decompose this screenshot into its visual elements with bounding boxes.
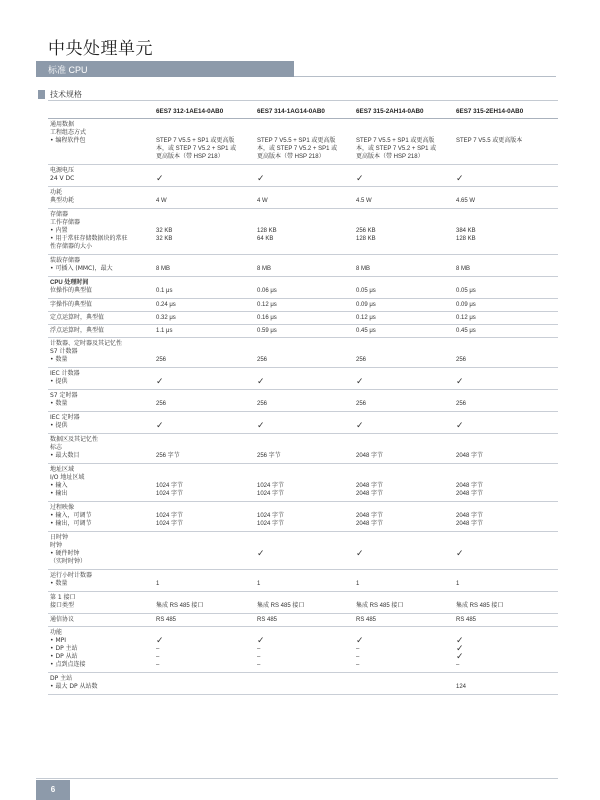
table-row <box>48 211 558 219</box>
spec-group <box>48 119 558 165</box>
table-row <box>48 534 558 542</box>
table-cell: 更高版本（带 HSP 218） <box>257 154 325 160</box>
check-icon: ✓ <box>156 421 164 431</box>
section-title: 技术规格 <box>50 90 82 99</box>
table-row <box>48 683 558 691</box>
banner-divider <box>294 76 556 77</box>
row-label: • 输入，可调节 <box>50 512 92 519</box>
table-cell: RS 485 <box>456 617 477 623</box>
category-banner <box>36 61 294 77</box>
column-header: 6ES7 312-1AE14-0AB0 <box>156 108 224 115</box>
table-row <box>48 129 558 137</box>
table-cell: 256 字节 <box>257 453 281 459</box>
table-row <box>48 444 558 452</box>
spec-group <box>48 570 558 592</box>
table-cell: 8 MB <box>156 266 171 272</box>
banner-label: 标准 CPU <box>48 65 88 75</box>
check-icon: ✓ <box>456 636 464 646</box>
table-cell: 2048 字节 <box>356 491 384 497</box>
row-label: • MPI <box>50 637 67 644</box>
table-cell: 0.05 μs <box>456 288 476 294</box>
table-cell: 0.24 μs <box>156 302 176 308</box>
table-cell: 1 <box>257 581 261 587</box>
spec-group <box>48 165 558 187</box>
table-row <box>48 301 558 309</box>
page-title: 中央处理单元 <box>48 39 153 59</box>
table-row <box>48 279 558 287</box>
table-row <box>48 629 558 637</box>
table-cell: 本，或 STEP 7 V5.2 + SP1 或 <box>257 146 338 152</box>
table-cell: 0.09 μs <box>456 302 476 308</box>
table-row <box>48 594 558 602</box>
table-row <box>48 235 558 243</box>
table-cell: 1024 字节 <box>156 491 184 497</box>
table-cell: 4 W <box>156 198 167 204</box>
section-header <box>38 89 558 101</box>
table-cell: 集成 RS 485 接口 <box>356 603 404 609</box>
table-cell: – <box>257 646 261 652</box>
table-cell: 128 KB <box>257 228 277 234</box>
table-row <box>48 653 558 661</box>
table-cell: 2048 字节 <box>356 483 384 489</box>
table-row <box>48 219 558 227</box>
row-label: 位操作的典型值 <box>50 287 93 294</box>
column-header: 6ES7 314-1AG14-0AB0 <box>257 108 325 115</box>
table-row <box>48 414 558 422</box>
table-cell: – <box>356 646 360 652</box>
table-row <box>48 580 558 588</box>
row-label: • 可插入 (MMC)，最大 <box>50 265 113 272</box>
table-cell: 4.65 W <box>456 198 476 204</box>
table-row <box>48 661 558 669</box>
table-cell: 256 <box>257 401 268 407</box>
table-row <box>48 327 558 335</box>
table-cell: 更高版本（带 HSP 218） <box>156 154 224 160</box>
table-cell: 1024 字节 <box>257 521 285 527</box>
table-cell: 128 KB <box>356 236 376 242</box>
row-label: 存储器 <box>50 211 69 218</box>
table-cell: – <box>156 646 160 652</box>
table-row <box>48 356 558 364</box>
table-cell: 2048 字节 <box>456 491 484 497</box>
row-label: 装载存储器 <box>50 257 81 264</box>
check-icon: ✓ <box>356 174 364 184</box>
check-icon: ✓ <box>156 636 164 646</box>
row-label: • 硬件时钟 <box>50 550 80 557</box>
table-cell: 2048 字节 <box>356 521 384 527</box>
table-row <box>48 474 558 482</box>
table-cell: 2048 字节 <box>456 513 484 519</box>
row-label: 接口类型 <box>50 602 75 609</box>
table-cell: 本，或 STEP 7 V5.2 + SP1 或 <box>356 146 437 152</box>
row-label: • 最大 DP 从站数 <box>50 683 98 690</box>
row-label: 电源电压 <box>50 167 75 174</box>
table-row <box>48 452 558 460</box>
page-number: 6 <box>50 785 56 794</box>
column-header: 6ES7 315-2EH14-0AB0 <box>456 108 524 115</box>
table-row <box>48 675 558 683</box>
table-body <box>48 119 558 695</box>
row-label: 24 V DC <box>50 175 75 182</box>
table-cell: 0.12 μs <box>257 302 277 308</box>
table-cell: 256 <box>257 357 268 363</box>
row-label: 日时钟 <box>50 534 69 541</box>
table-row <box>48 314 558 322</box>
spec-group <box>48 464 558 502</box>
spec-group <box>48 299 558 312</box>
table-cell: 集成 RS 485 接口 <box>456 603 504 609</box>
table-cell: 8 MB <box>456 266 471 272</box>
table-cell: RS 485 <box>257 617 278 623</box>
table-cell: 0.1 μs <box>156 288 173 294</box>
footer-divider <box>36 778 558 779</box>
section-marker <box>38 90 45 99</box>
row-label: • 数量 <box>50 356 68 363</box>
check-icon: ✓ <box>356 549 364 559</box>
check-icon: ✓ <box>356 377 364 387</box>
table-cell: 1024 字节 <box>257 513 285 519</box>
table-cell: 1024 字节 <box>156 483 184 489</box>
table-row <box>48 121 558 129</box>
column-header: 6ES7 315-2AH14-0AB0 <box>356 108 424 115</box>
table-cell: 124 <box>456 684 467 690</box>
spec-group <box>48 255 558 277</box>
table-cell: – <box>356 662 360 668</box>
spec-group <box>48 312 558 325</box>
check-icon: ✓ <box>356 421 364 431</box>
table-cell: 8 MB <box>257 266 272 272</box>
row-label: 工作存储器 <box>50 219 81 226</box>
table-cell: 1024 字节 <box>257 491 285 497</box>
row-label: • 提供 <box>50 378 68 385</box>
table-row <box>48 542 558 550</box>
check-icon: ✓ <box>456 644 464 654</box>
table-cell: 1 <box>456 581 460 587</box>
row-label: • 用于常驻存储数据块的常驻 <box>50 235 128 242</box>
table-cell: 0.09 μs <box>356 302 376 308</box>
table-cell: 更高版本（带 HSP 218） <box>356 154 424 160</box>
row-label: 数据区及其记忆性 <box>50 436 99 443</box>
table-cell: – <box>156 654 160 660</box>
table-cell: 集成 RS 485 接口 <box>257 603 305 609</box>
row-label: 通信协议 <box>50 616 75 623</box>
spec-group <box>48 614 558 627</box>
table-cell: 1.1 μs <box>156 328 173 334</box>
row-label: • DP 主站 <box>50 645 78 652</box>
spec-group <box>48 673 558 695</box>
table-cell: 本，或 STEP 7 V5.2 + SP1 或 <box>156 146 237 152</box>
table-row <box>48 504 558 512</box>
table-cell: 256 <box>456 357 467 363</box>
row-label: 通用数据 <box>50 121 75 128</box>
table-row <box>48 189 558 197</box>
table-row <box>48 512 558 520</box>
table-cell: 0.45 μs <box>456 328 476 334</box>
spec-group <box>48 338 558 368</box>
row-label: IEC 计数器 <box>50 370 80 377</box>
check-icon: ✓ <box>456 652 464 662</box>
table-cell: 384 KB <box>456 228 476 234</box>
table-row <box>48 550 558 558</box>
table-row <box>48 348 558 356</box>
row-label: DP 主站 <box>50 675 73 682</box>
table-row <box>48 616 558 624</box>
table-cell: STEP 7 V5.5 + SP1 或更高版 <box>257 138 336 144</box>
table-row <box>48 137 558 145</box>
row-label: S7 定时器 <box>50 392 78 399</box>
table-cell: 256 KB <box>356 228 376 234</box>
check-icon: ✓ <box>257 636 265 646</box>
row-label: • 数量 <box>50 400 68 407</box>
table-cell: 2048 字节 <box>456 453 484 459</box>
check-icon: ✓ <box>456 174 464 184</box>
table-cell: 0.12 μs <box>356 315 376 321</box>
table-row <box>48 520 558 528</box>
table-cell: 0.06 μs <box>257 288 277 294</box>
row-label: • 编程软件包 <box>50 137 86 144</box>
table-cell: 1 <box>356 581 360 587</box>
table-header <box>48 106 558 119</box>
table-cell: 64 KB <box>257 236 274 242</box>
table-cell: – <box>456 662 460 668</box>
row-label: • 输入 <box>50 482 68 489</box>
table-row <box>48 482 558 490</box>
table-cell: 0.16 μs <box>257 315 277 321</box>
table-row <box>48 645 558 653</box>
table-cell: 集成 RS 485 接口 <box>156 603 204 609</box>
table-row <box>48 257 558 265</box>
table-cell: 256 <box>356 401 367 407</box>
table-cell: – <box>257 662 261 668</box>
table-row <box>48 370 558 378</box>
table-cell: 0.12 μs <box>456 315 476 321</box>
table-row <box>48 378 558 386</box>
row-label: I/O 地址区域 <box>50 474 85 481</box>
spec-group <box>48 627 558 673</box>
table-cell: 0.45 μs <box>356 328 376 334</box>
table-cell: – <box>356 654 360 660</box>
check-icon: ✓ <box>156 377 164 387</box>
row-label: 工程组态方式 <box>50 129 87 136</box>
row-label: 计数器、定时器及其记忆性 <box>50 340 123 347</box>
row-label: 性存储器的大小 <box>50 243 93 250</box>
row-label: 地址区域 <box>50 466 75 473</box>
table-cell: 2048 字节 <box>356 453 384 459</box>
table-cell: 128 KB <box>456 236 476 242</box>
table-cell: – <box>257 654 261 660</box>
row-label: • 点到点连接 <box>50 661 86 668</box>
check-icon: ✓ <box>156 174 164 184</box>
table-row <box>48 436 558 444</box>
row-label: 过程映像 <box>50 504 75 511</box>
row-label: 标志 <box>50 444 63 451</box>
table-cell: 4 W <box>257 198 268 204</box>
table-cell: 0.32 μs <box>156 315 176 321</box>
table-cell: 256 <box>456 401 467 407</box>
row-label: • 最大数目 <box>50 452 80 459</box>
table-cell: 256 <box>156 357 167 363</box>
spec-group <box>48 434 558 464</box>
table-cell: 256 <box>156 401 167 407</box>
check-icon: ✓ <box>257 377 265 387</box>
row-label: 运行小时计数器 <box>50 572 93 579</box>
table-cell: STEP 7 V5.5 + SP1 或更高版 <box>156 138 235 144</box>
spec-group <box>48 592 558 614</box>
table-cell: 0.59 μs <box>257 328 277 334</box>
table-cell: – <box>156 662 160 668</box>
table-row <box>48 227 558 235</box>
spec-table <box>48 106 558 695</box>
spec-group <box>48 277 558 299</box>
table-cell: 1024 字节 <box>257 483 285 489</box>
spec-group <box>48 187 558 209</box>
row-label: • 数量 <box>50 580 68 587</box>
row-label: S7 计数器 <box>50 348 78 355</box>
table-row <box>48 145 558 153</box>
table-row <box>48 572 558 580</box>
table-cell: 1024 字节 <box>156 513 184 519</box>
spec-group <box>48 412 558 434</box>
spec-group <box>48 368 558 390</box>
table-row <box>48 422 558 430</box>
spec-group <box>48 532 558 570</box>
row-label: 第 1 接口 <box>50 594 76 601</box>
table-row <box>48 602 558 610</box>
table-row <box>48 153 558 161</box>
check-icon: ✓ <box>456 377 464 387</box>
table-row <box>48 243 558 251</box>
row-label: 功能 <box>50 629 63 636</box>
check-icon: ✓ <box>257 549 265 559</box>
row-label: IEC 定时器 <box>50 414 80 421</box>
table-row <box>48 340 558 348</box>
row-label: • 输出 <box>50 490 68 497</box>
spec-group <box>48 209 558 255</box>
table-cell: STEP 7 V5.5 或更高版本 <box>456 138 523 144</box>
table-row <box>48 558 558 566</box>
table-row <box>48 175 558 183</box>
table-row <box>48 490 558 498</box>
row-label: 功耗 <box>50 189 63 196</box>
table-cell: STEP 7 V5.5 + SP1 或更高版 <box>356 138 435 144</box>
section-divider <box>48 100 558 101</box>
table-row <box>48 167 558 175</box>
check-icon: ✓ <box>356 636 364 646</box>
check-icon: ✓ <box>456 421 464 431</box>
check-icon: ✓ <box>456 549 464 559</box>
row-label: 典型功耗 <box>50 197 75 204</box>
table-cell: 2048 字节 <box>356 513 384 519</box>
table-cell: 256 字节 <box>156 453 180 459</box>
row-label: 时钟 <box>50 542 63 549</box>
spec-group <box>48 325 558 338</box>
table-row <box>48 400 558 408</box>
table-cell: 2048 字节 <box>456 483 484 489</box>
row-label: • 内置 <box>50 227 68 234</box>
row-label: 字操作的典型值 <box>50 301 93 308</box>
row-label: 浮点运算时，典型值 <box>50 327 105 334</box>
row-label: 定点运算时，典型值 <box>50 314 105 321</box>
table-cell: RS 485 <box>156 617 177 623</box>
table-row <box>48 637 558 645</box>
row-label: CPU 处理时间 <box>50 280 89 286</box>
table-cell: 8 MB <box>356 266 371 272</box>
spec-group <box>48 390 558 412</box>
table-row <box>48 265 558 273</box>
row-label: • DP 从站 <box>50 653 78 660</box>
table-cell: 256 <box>356 357 367 363</box>
check-icon: ✓ <box>257 421 265 431</box>
check-icon: ✓ <box>257 174 265 184</box>
row-label: • 提供 <box>50 422 68 429</box>
row-label: • 输出，可调节 <box>50 520 92 527</box>
table-row <box>48 197 558 205</box>
table-cell: 1 <box>156 581 160 587</box>
table-row <box>48 466 558 474</box>
table-cell: 1024 字节 <box>156 521 184 527</box>
table-cell: 32 KB <box>156 228 173 234</box>
row-label: （实时时钟） <box>50 558 87 565</box>
spec-group <box>48 502 558 532</box>
table-row <box>48 392 558 400</box>
table-cell: 0.05 μs <box>356 288 376 294</box>
table-cell: 4.5 W <box>356 198 372 204</box>
table-cell: RS 485 <box>356 617 377 623</box>
table-row <box>48 287 558 295</box>
table-cell: 2048 字节 <box>456 521 484 527</box>
page-number-box <box>36 780 70 800</box>
table-cell: 32 KB <box>156 236 173 242</box>
